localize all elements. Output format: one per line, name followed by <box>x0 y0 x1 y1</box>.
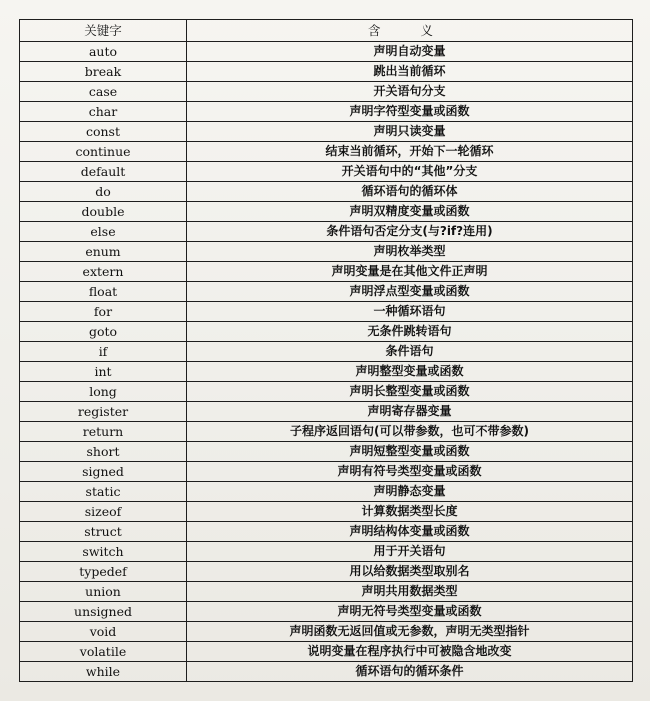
keyword-cell: default <box>20 162 187 182</box>
meaning-cell: 声明只读变量 <box>187 122 633 142</box>
keyword-cell: case <box>20 82 187 102</box>
keyword-cell: enum <box>20 242 187 262</box>
table-row <box>20 242 633 262</box>
meaning-cell: 声明静态变量 <box>187 482 633 502</box>
meaning-cell: 一种循环语句 <box>187 302 633 322</box>
table-body <box>20 42 633 682</box>
meaning-cell: 无条件跳转语句 <box>187 322 633 342</box>
keyword-cell: if <box>20 342 187 362</box>
meaning-cell: 声明自动变量 <box>187 42 633 62</box>
meaning-cell: 结束当前循环，开始下一轮循环 <box>187 142 633 162</box>
table-row <box>20 662 633 682</box>
keyword-cell: typedef <box>20 562 187 582</box>
table-row <box>20 282 633 302</box>
meaning-cell: 声明整型变量或函数 <box>187 362 633 382</box>
table-row <box>20 402 633 422</box>
meaning-cell: 声明有符号类型变量或函数 <box>187 462 633 482</box>
table-row <box>20 422 633 442</box>
meaning-cell: 声明字符型变量或函数 <box>187 102 633 122</box>
keyword-cell: union <box>20 582 187 602</box>
table-row <box>20 502 633 522</box>
meaning-cell: 循环语句的循环条件 <box>187 662 633 682</box>
meaning-cell: 声明浮点型变量或函数 <box>187 282 633 302</box>
header-row <box>20 20 633 42</box>
meaning-cell: 声明无符号类型变量或函数 <box>187 602 633 622</box>
keyword-cell: goto <box>20 322 187 342</box>
meaning-cell: 子程序返回语句(可以带参数，也可不带参数) <box>187 422 633 442</box>
keyword-cell: break <box>20 62 187 82</box>
keyword-cell: do <box>20 182 187 202</box>
keyword-cell: signed <box>20 462 187 482</box>
table-row <box>20 102 633 122</box>
meaning-cell: 开关语句分支 <box>187 82 633 102</box>
table-row <box>20 582 633 602</box>
meaning-cell: 条件语句否定分支(与?if?连用) <box>187 222 633 242</box>
table-row <box>20 362 633 382</box>
table-row <box>20 542 633 562</box>
keyword-cell: while <box>20 662 187 682</box>
keyword-cell: long <box>20 382 187 402</box>
meaning-cell: 声明变量是在其他文件正声明 <box>187 262 633 282</box>
meaning-cell: 说明变量在程序执行中可被隐含地改变 <box>187 642 633 662</box>
meaning-cell: 声明长整型变量或函数 <box>187 382 633 402</box>
meaning-cell: 声明双精度变量或函数 <box>187 202 633 222</box>
keyword-cell: void <box>20 622 187 642</box>
table-row <box>20 262 633 282</box>
table-row <box>20 202 633 222</box>
keyword-cell: unsigned <box>20 602 187 622</box>
keyword-cell: else <box>20 222 187 242</box>
keyword-cell: switch <box>20 542 187 562</box>
header-meaning: 含 义 <box>187 20 633 42</box>
table-row <box>20 342 633 362</box>
keyword-cell: continue <box>20 142 187 162</box>
keyword-cell: sizeof <box>20 502 187 522</box>
table-row <box>20 442 633 462</box>
keyword-cell: static <box>20 482 187 502</box>
keyword-cell: int <box>20 362 187 382</box>
meaning-cell: 计算数据类型长度 <box>187 502 633 522</box>
keyword-cell: auto <box>20 42 187 62</box>
keyword-cell: double <box>20 202 187 222</box>
meaning-cell: 跳出当前循环 <box>187 62 633 82</box>
keyword-cell: short <box>20 442 187 462</box>
table-row <box>20 222 633 242</box>
meaning-cell: 用于开关语句 <box>187 542 633 562</box>
meaning-cell: 声明共用数据类型 <box>187 582 633 602</box>
table-row <box>20 382 633 402</box>
table-row <box>20 602 633 622</box>
table-row <box>20 562 633 582</box>
header-keyword: 关键字 <box>20 20 187 42</box>
table-row <box>20 322 633 342</box>
keyword-cell: char <box>20 102 187 122</box>
table-row <box>20 642 633 662</box>
table-row <box>20 122 633 142</box>
table-row <box>20 162 633 182</box>
meaning-cell: 声明短整型变量或函数 <box>187 442 633 462</box>
meaning-cell: 循环语句的循环体 <box>187 182 633 202</box>
keyword-cell: return <box>20 422 187 442</box>
table-row <box>20 182 633 202</box>
keyword-cell: for <box>20 302 187 322</box>
table-row <box>20 622 633 642</box>
table-row <box>20 522 633 542</box>
meaning-cell: 开关语句中的“其他”分支 <box>187 162 633 182</box>
table-row <box>20 462 633 482</box>
meaning-cell: 条件语句 <box>187 342 633 362</box>
keyword-cell: struct <box>20 522 187 542</box>
meaning-cell: 声明枚举类型 <box>187 242 633 262</box>
meaning-cell: 声明寄存器变量 <box>187 402 633 422</box>
meaning-cell: 声明函数无返回值或无参数，声明无类型指针 <box>187 622 633 642</box>
keyword-table <box>19 19 633 682</box>
table-row <box>20 142 633 162</box>
keyword-cell: register <box>20 402 187 422</box>
table-row <box>20 302 633 322</box>
keyword-cell: float <box>20 282 187 302</box>
table-row <box>20 82 633 102</box>
keyword-cell: volatile <box>20 642 187 662</box>
meaning-cell: 用以给数据类型取别名 <box>187 562 633 582</box>
keyword-cell: const <box>20 122 187 142</box>
meaning-cell: 声明结构体变量或函数 <box>187 522 633 542</box>
keyword-cell: extern <box>20 262 187 282</box>
table-header <box>20 20 633 42</box>
table-row <box>20 62 633 82</box>
table-row <box>20 482 633 502</box>
table-row <box>20 42 633 62</box>
